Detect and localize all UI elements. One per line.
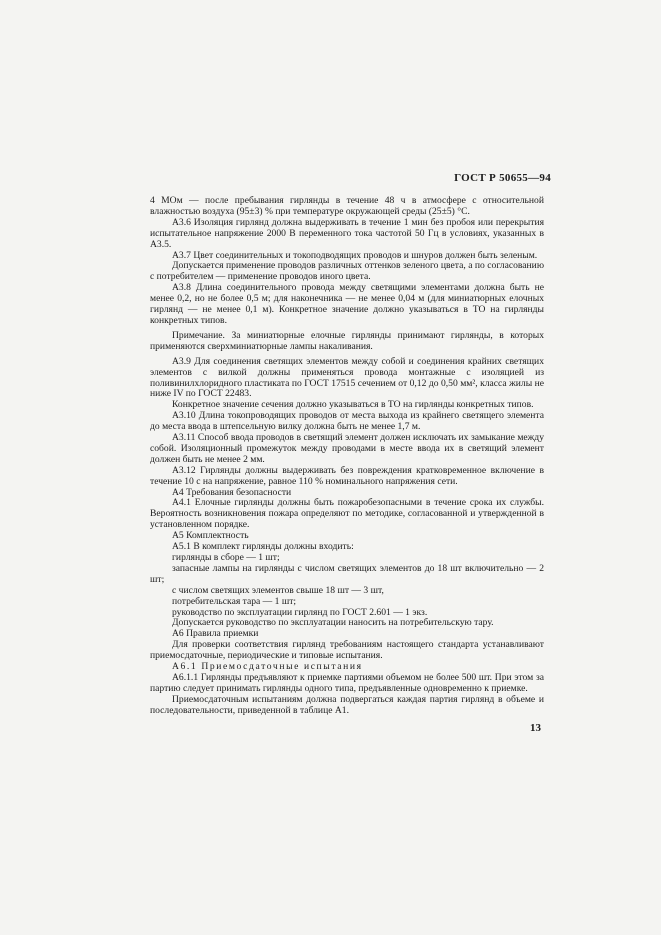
paragraph: А3.6 Изоляция гирлянд должна выдерживать в течение 1 мин без пробоя или перекрытия испытательное напряжение 2000 В переменного тока частотой 50 Гц в условиях, указанных в А3.5. — [150, 216, 544, 250]
section-heading: А5 Комплектность — [172, 530, 249, 542]
paragraph: Допускается руководство по эксплуатации наносить на потребительскую тару. — [172, 617, 494, 629]
paragraph: А3.12 Гирлянды должны выдерживать без повреждения кратковременное включение в течение 10 с на напряжение, равное 110 % номинального напряжения сети. — [150, 464, 544, 487]
paragraph: А4.1 Елочные гирлянды должны быть пожаробезопасными в течение срока их службы. Вероятность возникновения пожара определяют по методике, согласованной и утвержденной в установленном порядке. — [150, 497, 544, 531]
list-item: с числом светящих элементов свыше 18 шт — 3 шт, — [172, 584, 384, 596]
page-header: ГОСТ Р 50655—94 — [454, 172, 551, 184]
subsection-heading: А6.1 Приемосдаточные испытания — [172, 661, 363, 673]
paragraph: А3.10 Длина токопроводящих проводов от места выхода из крайнего светящего элемента до места ввода в штепсельную вилку должна быть не менее 1,7 м. — [150, 410, 544, 433]
paragraph: Приемосдаточным испытаниям должна подвергаться каждая партия гирлянд в объеме и последовательности, приведенной в таблице А1. — [150, 693, 544, 716]
list-item: потребительская тара — 1 шт; — [172, 595, 297, 607]
document-body — [150, 196, 544, 717]
note: Примечание. За миниатюрные елочные гирлянды принимают гирлянды, в которых применяются сверхминиатюрные лампы накаливания. — [150, 329, 544, 352]
paragraph: 4 МОм — после пребывания гирлянды в течение 48 ч в атмосфере с относительной влажностью воздуха (95±3) % при температуре окружающей среды (25±5) °С. — [150, 195, 544, 217]
list-item: запасные лампы на гирлянды с числом светящих элементов до 18 шт включительно — 2 шт; — [150, 562, 544, 585]
paragraph: А3.8 Длина соединительного провода между светящими элементами должна быть не менее 0,2, но не более 0,5 м; для наконечника — не менее 0,04 м (для миниатюрных елочных гирлянд — не менее 0,1 м). Конкретное значение должно указываться в ТО на гирлянды конкретных типов. — [150, 282, 544, 326]
paragraph: А3.9 Для соединения светящих элементов между собой и соединения крайних светящих элементов с вилкой должны применяться провода монтажные с изоляцией из поливинилхлоридного пластиката по ГОСТ 17515 сечением от 0,12 до 0,50 мм², класса жилы не ниже IV по ГОСТ 22483. — [150, 355, 544, 400]
section-heading: А6 Правила приемки — [172, 628, 259, 640]
list-item: гирлянды в сборе — 1 шт; — [172, 552, 280, 563]
paragraph: Допускается применение проводов различных оттенков зеленого цвета, а по согласованию с потребителем — применение проводов иного цвета. — [150, 260, 544, 283]
page-number: 13 — [530, 722, 541, 734]
section-heading: А4 Требования безопасности — [172, 486, 292, 498]
paragraph: А3.7 Цвет соединительных и токоподводящих проводов и шнуров должен быть зеленым. — [172, 249, 538, 261]
list-item: руководство по эксплуатации гирлянд по ГОСТ 2.601 — 1 экз. — [172, 606, 428, 618]
paragraph: А6.1.1 Гирлянды предъявляют к приемке партиями объемом не более 500 шт. При этом за партию следует принимать гирлянды одного типа, предъявленные одновременно к приемке. — [150, 671, 544, 694]
paragraph: А5.1 В комплект гирлянды должны входить: — [172, 541, 354, 553]
paragraph: А3.11 Способ ввода проводов в светящий элемент должен исключать их замыкание между собой. Изоляционный промежуток между проводами в месте ввода их в светящий элемент должен быть не менее 2 мм. — [150, 432, 544, 465]
paragraph: Для проверки соответствия гирлянд требованиям настоящего стандарта устанавливают приемосдаточные, периодические и типовые испытания. — [150, 639, 544, 662]
paragraph: Конкретное значение сечения должно указываться в ТО на гирлянды конкретных типов. — [172, 399, 534, 411]
